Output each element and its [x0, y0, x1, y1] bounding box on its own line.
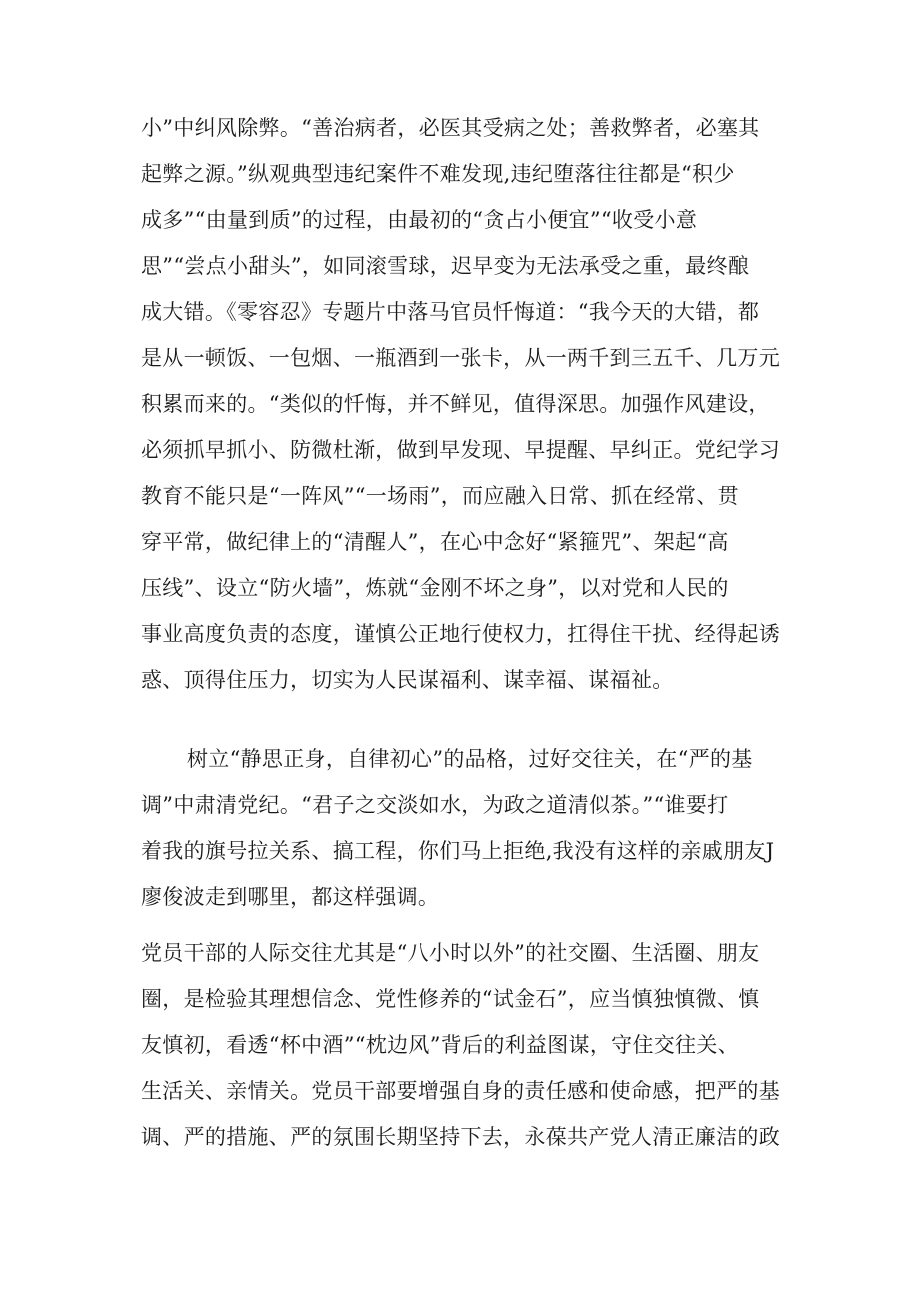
paragraph-line: 教育不能只是“一阵风”“一场雨”，而应融入日常、抓在经常、贯 [141, 484, 739, 508]
paragraph-line: 着我的旗号拉关系、搞工程，你们马上拒绝,我没有这样的亲戚朋友J [141, 839, 775, 863]
paragraph-line: 廖俊波走到哪里，都这样强调。 [141, 885, 440, 909]
paragraph-line: 生活关、亲情关。党员干部要增强自身的责任感和使命感，把严的基 [141, 1079, 780, 1103]
paragraph-line: 必须抓早抓小、防微杜渐，做到早发现、早提醒、早纠正。党纪学习 [141, 438, 780, 462]
paragraph-2 [141, 736, 791, 920]
paragraph-line: 是从一顿饭、一包烟、一瓶酒到一张卡，从一两千到三五千、几万元 [141, 346, 780, 370]
paragraph-line: 调、严的措施、严的氛围长期坚持下去，永葆共产党人清正廉洁的政 [141, 1125, 780, 1149]
paragraph-line: 党员干部的人际交往尤其是“八小时以外”的社交圈、生活圈、朋友 [141, 941, 760, 965]
paragraph-line: 积累而来的。“类似的忏悔，并不鲜见，值得深思。加强作风建设， [141, 392, 770, 416]
paragraph-line: 小”中纠风除弊。“善治病者，必医其受病之处；善救弊者，必塞其 [141, 116, 760, 140]
paragraph-line: 圈，是检验其理想信念、党性修养的“试金石”，应当慎独慎微、慎 [141, 987, 760, 1011]
paragraph-line: 穿平常，做纪律上的“清醒人”，在心中念好“紧箍咒”、架起“高 [141, 530, 729, 554]
paragraph-line: 惑、顶得住压力，切实为人民谋福利、谋幸福、谋福祉。 [141, 668, 674, 692]
paragraph-1 [141, 105, 791, 703]
paragraph-line: 调”中肃清党纪。“君子之交淡如水，为政之道清似茶。”“谁要打 [141, 793, 729, 817]
paragraph-line: 树立“静思正身，自律初心”的品格，过好交往关，在“严的基 [187, 747, 753, 771]
paragraph-line: 友慎初，看透“杯中酒”“枕边风”背后的利益图谋，守住交往关、 [141, 1033, 739, 1057]
paragraph-line: 起弊之源。”纵观典型违纪案件不难发现,违纪堕落往往都是“积少 [141, 162, 735, 186]
paragraph-line: 成大错。《零容忍》专题片中落马官员忏悔道：“我今天的大错，都 [141, 300, 760, 324]
paragraph-line: 压线”、设立“防火墙”，炼就“金刚不坏之身”，以对党和人民的 [141, 576, 729, 600]
paragraph-line: 事业高度负责的态度，谨慎公正地行使权力，扛得住干扰、经得起诱 [141, 622, 780, 646]
paragraph-line: 思”“尝点小甜头”，如同滚雪球，迟早变为无法承受之重，最终酿 [141, 254, 750, 278]
paragraph-3 [141, 930, 791, 1160]
paragraph-line: 成多”“由量到质”的过程，由最初的“贪占小便宜”“收受小意 [141, 208, 698, 232]
